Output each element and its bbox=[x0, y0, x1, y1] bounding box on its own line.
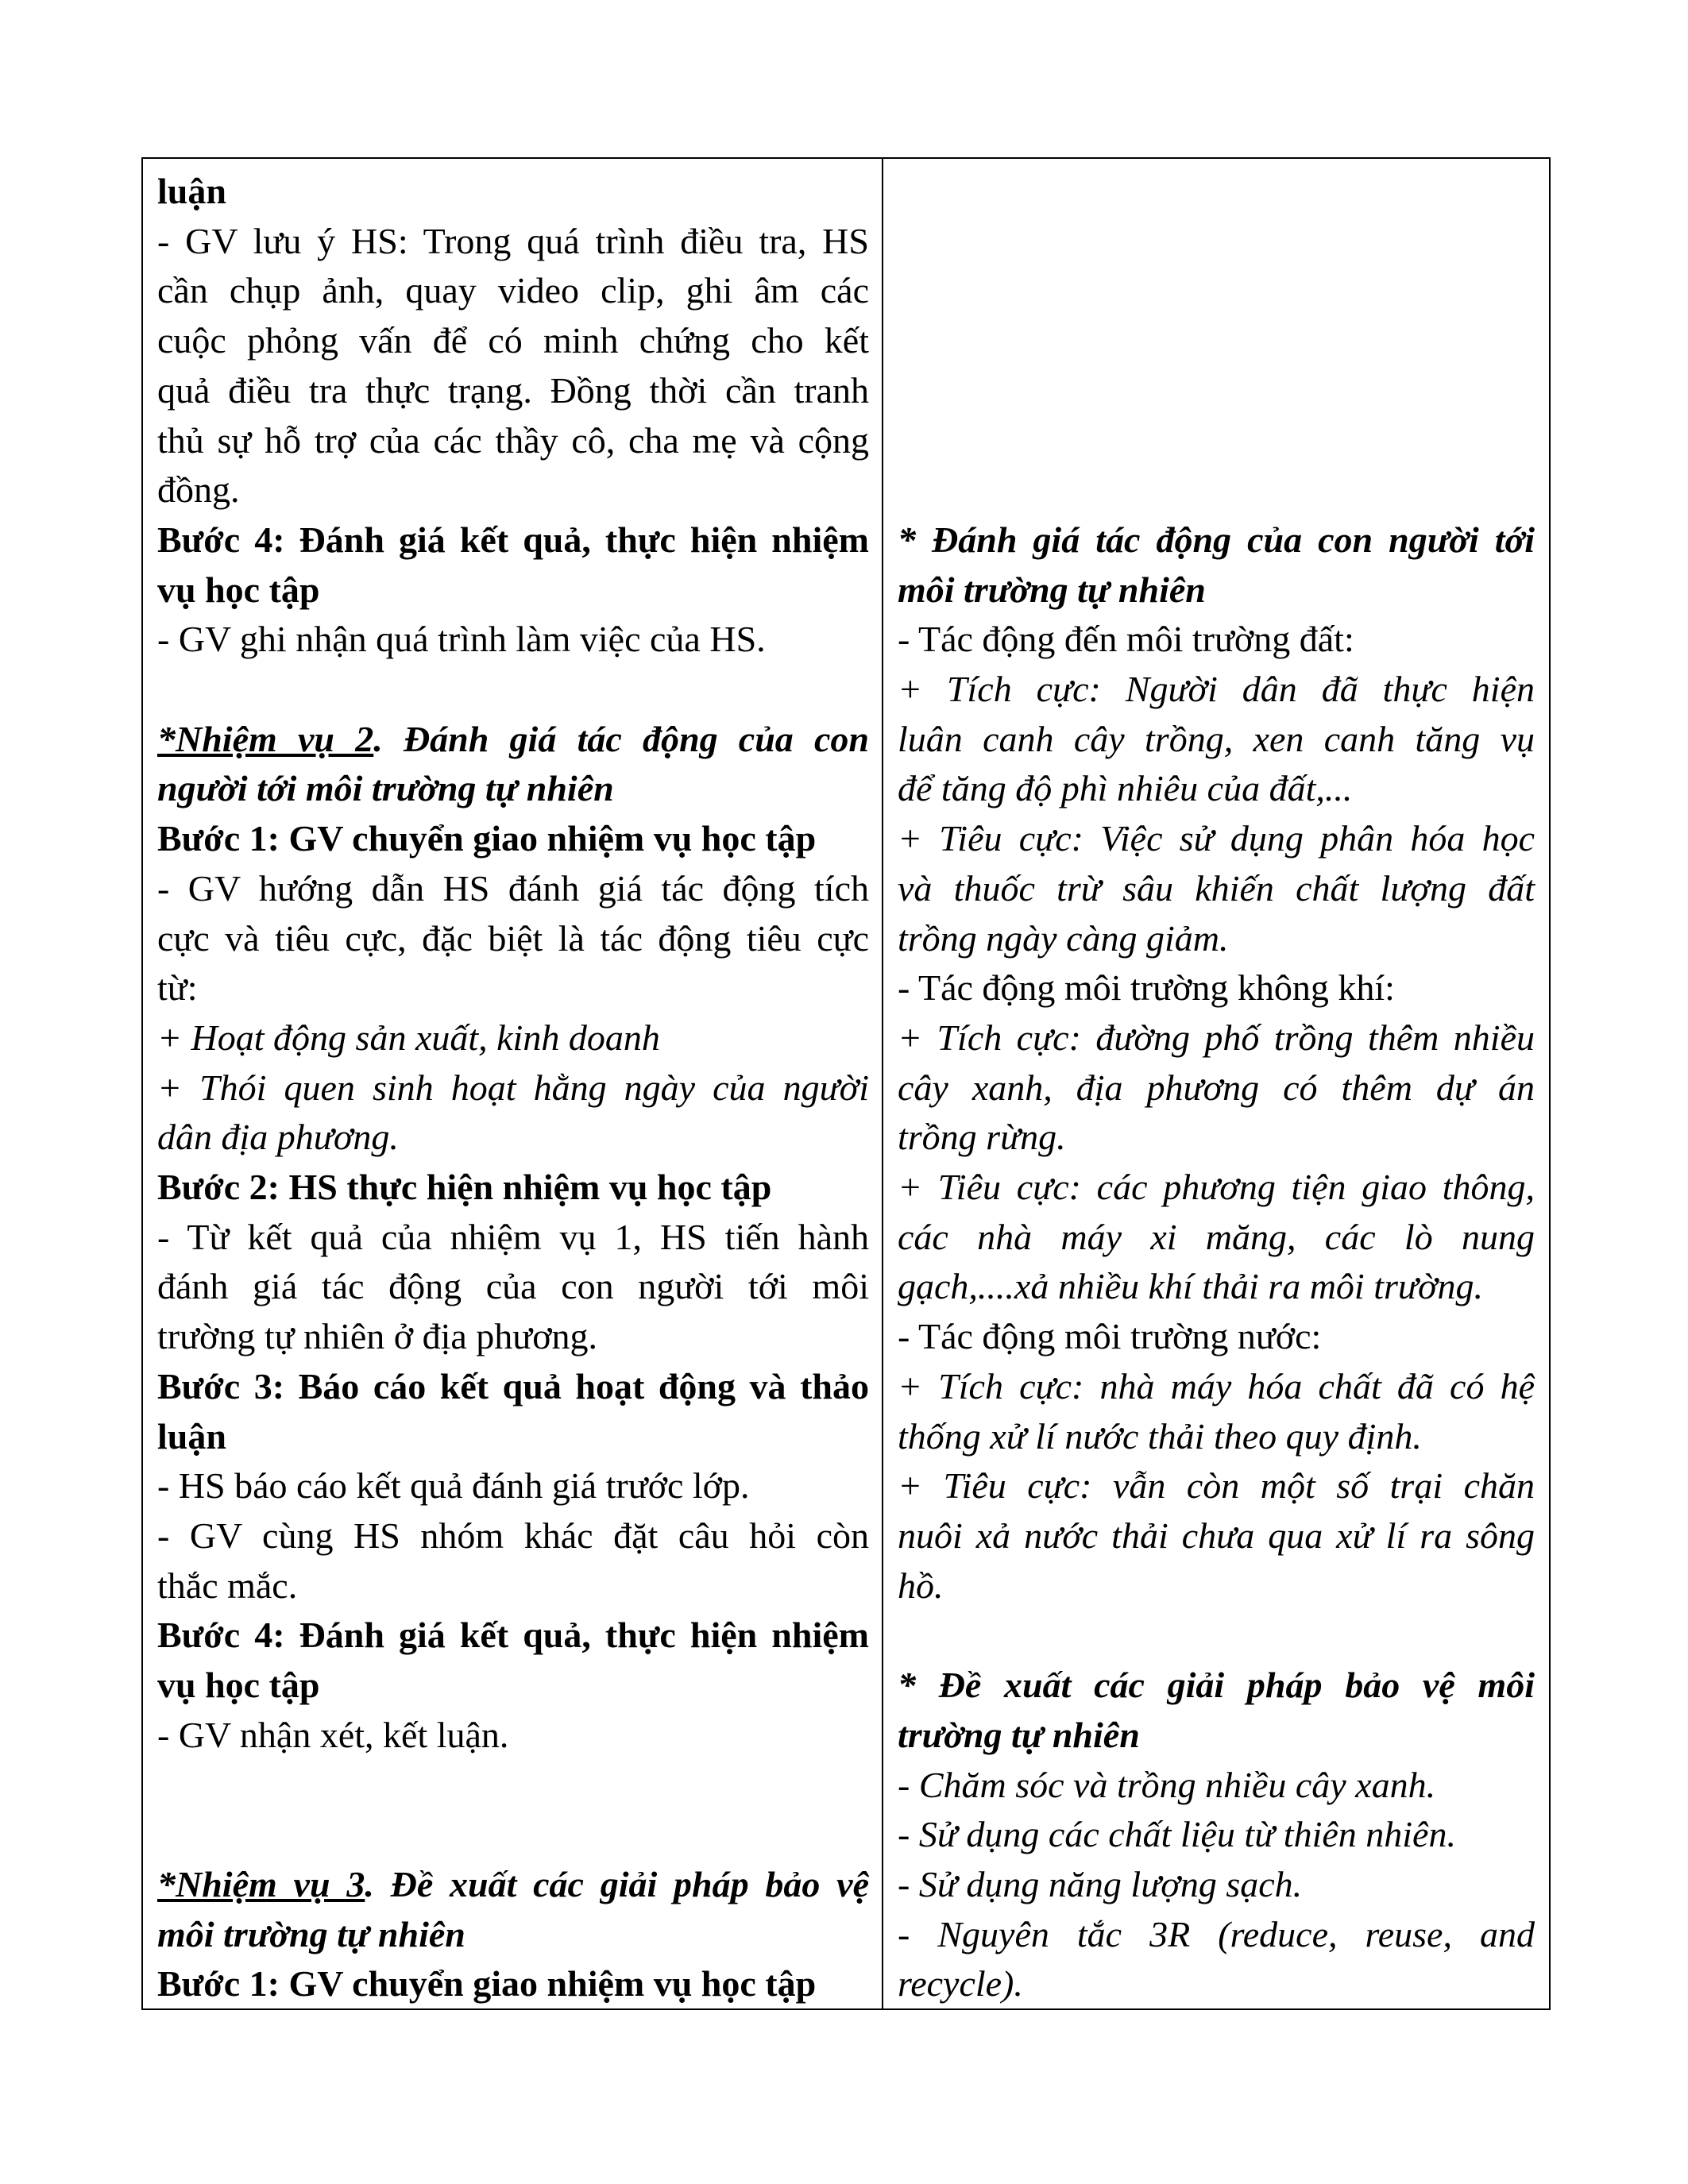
text-line bbox=[157, 167, 869, 217]
text-run: trường tự nhiên bbox=[898, 1714, 1140, 1755]
text-line bbox=[898, 1163, 1535, 1213]
text-line bbox=[157, 1910, 869, 1960]
text-line bbox=[157, 1213, 869, 1263]
result-column bbox=[883, 159, 1549, 2008]
text-line bbox=[898, 565, 1535, 615]
text-line bbox=[157, 1461, 869, 1511]
text-run: vụ học tập bbox=[157, 569, 320, 610]
text-run: . Đề xuất các giải pháp bảo vệ bbox=[365, 1863, 870, 1904]
text-run: người tới môi trường tự nhiên bbox=[157, 768, 614, 809]
text-run: *Nhiệm vụ 3 bbox=[157, 1863, 365, 1904]
text-line bbox=[157, 1661, 869, 1711]
text-line bbox=[157, 1611, 869, 1661]
text-line bbox=[898, 1611, 1535, 1661]
text-run: Bước 4: Đánh giá kết quả, thực hiện nhiệm bbox=[157, 519, 869, 560]
text-run: cực và tiêu cực, đặc biệt là tác động tiêu cực bbox=[157, 917, 869, 959]
text-run: + Tiêu cực: Việc sử dụng phân hóa học bbox=[898, 818, 1535, 859]
text-run: nuôi xả nước thải chưa qua xử lí ra sông bbox=[898, 1515, 1535, 1556]
text-line bbox=[157, 565, 869, 615]
text-run: - GV lưu ý HS: Trong quá trình điều tra, HS bbox=[157, 220, 869, 261]
text-line bbox=[898, 1461, 1535, 1511]
text-line bbox=[157, 814, 869, 864]
text-run: từ: bbox=[157, 967, 198, 1009]
text-line bbox=[157, 914, 869, 964]
text-line bbox=[157, 1810, 869, 1860]
text-run: Bước 1: GV chuyển giao nhiệm vụ học tập bbox=[157, 1963, 817, 2005]
text-line bbox=[898, 1213, 1535, 1263]
text-line bbox=[157, 1959, 869, 2008]
text-line bbox=[157, 366, 869, 416]
text-run: *Nhiệm vụ 2 bbox=[157, 718, 374, 759]
text-line bbox=[157, 1163, 869, 1213]
text-run: + Hoạt động sản xuất, kinh doanh bbox=[157, 1017, 660, 1058]
text-run: luận bbox=[157, 1415, 226, 1457]
text-line bbox=[157, 316, 869, 366]
text-run: + Thói quen sinh hoạt hằng ngày của người bbox=[157, 1067, 869, 1108]
text-line bbox=[898, 864, 1535, 914]
text-line bbox=[157, 416, 869, 466]
text-run: các nhà máy xi măng, các lò nung bbox=[898, 1216, 1535, 1257]
text-run: Bước 4: Đánh giá kết quả, thực hiện nhiệm bbox=[157, 1615, 869, 1656]
text-line bbox=[898, 1711, 1535, 1761]
text-run: - GV nhận xét, kết luận. bbox=[157, 1714, 509, 1755]
text-line bbox=[898, 814, 1535, 864]
text-line bbox=[157, 515, 869, 565]
text-line bbox=[898, 217, 1535, 267]
text-run: + Tiêu cực: các phương tiện giao thông, bbox=[898, 1167, 1535, 1208]
text-line bbox=[898, 665, 1535, 715]
text-line bbox=[898, 1511, 1535, 1561]
text-line bbox=[898, 167, 1535, 217]
text-line bbox=[898, 1113, 1535, 1163]
text-run: + Tích cực: nhà máy hóa chất đã có hệ bbox=[898, 1365, 1535, 1406]
text-run: đánh giá tác động của con người tới môi bbox=[157, 1266, 869, 1307]
text-run: cuộc phỏng vấn để có minh chứng cho kết bbox=[157, 320, 869, 361]
text-run: quả điều tra thực trạng. Đồng thời cần tranh bbox=[157, 369, 869, 411]
text-line bbox=[898, 615, 1535, 665]
text-run: . Đánh giá tác động của con bbox=[373, 718, 870, 759]
text-run: - Tác động môi trường không khí: bbox=[898, 967, 1395, 1009]
text-run: cây xanh, địa phương có thêm dự án bbox=[898, 1067, 1535, 1108]
text-run: Bước 1: GV chuyển giao nhiệm vụ học tập bbox=[157, 818, 817, 859]
text-run: + Tích cực: đường phố trồng thêm nhiều bbox=[898, 1017, 1535, 1058]
text-run: và thuốc trừ sâu khiến chất lượng đất bbox=[898, 867, 1535, 909]
text-run: - Tác động môi trường nước: bbox=[898, 1316, 1322, 1357]
text-run: thống xử lí nước thải theo quy định. bbox=[898, 1415, 1422, 1457]
text-line bbox=[157, 1312, 869, 1362]
text-line bbox=[157, 266, 869, 316]
text-line bbox=[157, 217, 869, 267]
text-run: * Đánh giá tác động của con người tới bbox=[898, 519, 1535, 560]
text-line bbox=[898, 715, 1535, 765]
text-line bbox=[898, 1910, 1535, 1960]
text-line bbox=[157, 764, 869, 814]
text-run: - Sử dụng các chất liệu từ thiên nhiên. bbox=[898, 1814, 1456, 1855]
text-line bbox=[157, 963, 869, 1013]
text-run: - GV hướng dẫn HS đánh giá tác động tích bbox=[157, 867, 869, 909]
text-run: - Tác động đến môi trường đất: bbox=[898, 619, 1354, 660]
text-run: - Sử dụng năng lượng sạch. bbox=[898, 1863, 1303, 1904]
text-line bbox=[898, 914, 1535, 964]
text-line bbox=[898, 1561, 1535, 1611]
text-run: thắc mắc. bbox=[157, 1565, 298, 1606]
text-line bbox=[157, 864, 869, 914]
text-line bbox=[157, 1561, 869, 1611]
text-run: cần chụp ảnh, quay video clip, ghi âm các bbox=[157, 270, 869, 311]
text-run: môi trường tự nhiên bbox=[898, 569, 1206, 610]
text-run: + Tích cực: Người dân đã thực hiện bbox=[898, 669, 1535, 710]
text-run: - Chăm sóc và trồng nhiều cây xanh. bbox=[898, 1764, 1436, 1805]
text-line bbox=[898, 1661, 1535, 1711]
text-line bbox=[157, 1362, 869, 1412]
text-line bbox=[157, 1262, 869, 1312]
text-line bbox=[898, 764, 1535, 814]
text-line bbox=[898, 1013, 1535, 1063]
text-line bbox=[898, 515, 1535, 565]
text-line bbox=[157, 1711, 869, 1761]
text-run: - Nguyên tắc 3R (reduce, reuse, and bbox=[898, 1913, 1535, 1954]
text-line bbox=[157, 615, 869, 665]
text-run: để tăng độ phì nhiêu của đất,... bbox=[898, 768, 1353, 809]
text-line bbox=[898, 366, 1535, 416]
text-run: vụ học tập bbox=[157, 1665, 320, 1706]
text-line bbox=[157, 715, 869, 765]
text-line bbox=[898, 963, 1535, 1013]
text-line bbox=[157, 1113, 869, 1163]
text-line bbox=[898, 1959, 1535, 2008]
text-line bbox=[157, 1761, 869, 1811]
text-line bbox=[157, 1511, 869, 1561]
text-run: gạch,....xả nhiều khí thải ra môi trường. bbox=[898, 1266, 1484, 1307]
text-line bbox=[157, 1063, 869, 1113]
text-run: dân địa phương. bbox=[157, 1117, 399, 1158]
text-line bbox=[157, 1412, 869, 1462]
text-line bbox=[157, 665, 869, 715]
text-run: Bước 2: HS thực hiện nhiệm vụ học tập bbox=[157, 1167, 772, 1208]
text-run: thủ sự hỗ trợ của các thầy cô, cha mẹ và cộng bbox=[157, 419, 869, 461]
text-run: recycle). bbox=[898, 1963, 1023, 2005]
text-line bbox=[898, 1761, 1535, 1811]
text-line bbox=[898, 1860, 1535, 1910]
text-run: hồ. bbox=[898, 1565, 944, 1606]
text-run: luận bbox=[157, 171, 226, 211]
text-line bbox=[898, 1362, 1535, 1412]
text-run: môi trường tự nhiên bbox=[157, 1913, 465, 1954]
text-line bbox=[898, 1312, 1535, 1362]
text-line bbox=[898, 316, 1535, 366]
text-run: * Đề xuất các giải pháp bảo vệ môi bbox=[898, 1665, 1535, 1706]
text-line bbox=[898, 1063, 1535, 1113]
text-line bbox=[898, 266, 1535, 316]
text-run: luân canh cây trồng, xen canh tăng vụ bbox=[898, 718, 1535, 759]
activity-column bbox=[143, 159, 883, 2008]
text-line bbox=[157, 465, 869, 515]
text-run: + Tiêu cực: vẫn còn một số trại chăn bbox=[898, 1465, 1535, 1507]
text-line bbox=[898, 416, 1535, 466]
text-run: trường tự nhiên ở địa phương. bbox=[157, 1316, 598, 1357]
text-run: - GV ghi nhận quá trình làm việc của HS. bbox=[157, 619, 766, 660]
text-run: - Từ kết quả của nhiệm vụ 1, HS tiến hành bbox=[157, 1216, 869, 1257]
text-run: - GV cùng HS nhóm khác đặt câu hỏi còn bbox=[157, 1515, 869, 1556]
text-line bbox=[898, 1810, 1535, 1860]
text-line bbox=[898, 1412, 1535, 1462]
text-run: - HS báo cáo kết quả đánh giá trước lớp. bbox=[157, 1465, 750, 1507]
text-line bbox=[157, 1860, 869, 1910]
text-run: Bước 3: Báo cáo kết quả hoạt động và thảo bbox=[157, 1365, 869, 1406]
text-line bbox=[898, 1262, 1535, 1312]
text-line bbox=[157, 1013, 869, 1063]
text-run: trồng ngày càng giảm. bbox=[898, 917, 1229, 959]
text-line bbox=[898, 465, 1535, 515]
text-run: trồng rừng. bbox=[898, 1117, 1066, 1158]
lesson-table bbox=[141, 157, 1551, 2010]
text-run: đồng. bbox=[157, 469, 240, 511]
